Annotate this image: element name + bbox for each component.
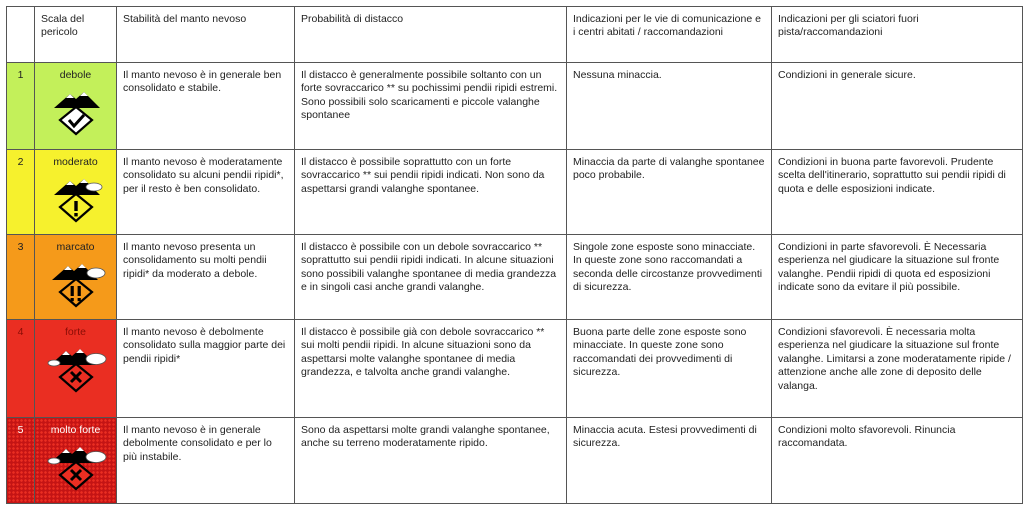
level-cell [35,320,117,418]
header-num [7,7,35,63]
level-number: 4 [7,320,35,418]
roads-text: Nessuna minaccia. [567,63,772,150]
level-number: 5 [7,418,35,504]
avalanche-exclamation-icon [44,173,108,223]
roads-text: Buona parte delle zone esposte sono minacciate. In queste zone sono raccomandati dei provvedimenti di sicurezza. [567,320,772,418]
header-roads: Indicazioni per le vie di comunicazione e i centri abitati / raccomandazioni [567,7,772,63]
avalanche-danger-table [6,6,1023,504]
skiers-text: Condizioni molto sfavorevoli. Rinuncia raccomandata. [772,418,1023,504]
level-name: debole [59,69,92,81]
probability-text: Il distacco è possibile già con debole sovraccarico ** sui molti pendii ripidi. In alcune situazioni sono da aspettarsi molte valanghe spontanee di media grandezza, e talvolta anche grandi valanghe. [295,320,567,418]
skiers-text: Condizioni in parte sfavorevoli. È Necessaria esperienza nel giudicare la situazione sul fronte valanghe. Pendii ripidi di quota ed esposizioni indicate sono da evitare il più possibile. [772,235,1023,320]
probability-text: Il distacco è possibile con un debole sovraccarico ** soprattutto sui pendii ripidi indicati. In alcune situazioni sono possibili valanghe spontanee di media grandezza e in singoli casi anche grandi valanghe. [295,235,567,320]
header-skiers: Indicazioni per gli sciatori fuori pista/raccomandazioni [772,7,1023,63]
avalanche-double-exclamation-icon [44,258,108,308]
probability-text: Il distacco è possibile soprattutto con un forte sovraccarico ** sui pendii ripidi indicati. Non sono da aspettarsi grandi valanghe spontanee. [295,150,567,235]
skiers-text: Condizioni in generale sicure. [772,63,1023,150]
stability-text: Il manto nevoso è in generale ben consolidato e stabile. [117,63,295,150]
roads-text: Minaccia da parte di valanghe spontanee poco probabile. [567,150,772,235]
table-row [7,150,1023,235]
roads-text: Minaccia acuta. Estesi provvedimenti di sicurezza. [567,418,772,504]
roads-text: Singole zone esposte sono minacciate. In queste zone sono raccomandati a seconda delle circostanze provvedimenti di sicurezza. [567,235,772,320]
avalanche-danger-table-wrapper [6,6,1022,504]
header-scale: Scala del pericolo [35,7,117,63]
level-name: forte [64,326,86,338]
skiers-text: Condizioni sfavorevoli. È necessaria molta esperienza nel giudicare la situazione sul fronte valanghe. Limitarsi a zone moderatamente ripide / attenzione anche alle zone di deposito delle valanga. [772,320,1023,418]
avalanche-cross-icon [44,441,108,491]
level-cell [35,235,117,320]
table-row [7,63,1023,150]
stability-text: Il manto nevoso è moderatamente consolidato su alcuni pendii ripidi*, per il resto è ben consolidato. [117,150,295,235]
level-number: 2 [7,150,35,235]
stability-text: Il manto nevoso è in generale debolmente consolidato e per lo più instabile. [117,418,295,504]
level-cell [35,150,117,235]
level-cell [35,418,117,504]
probability-text: Sono da aspettarsi molte grandi valanghe spontanee, anche su terreno moderatamente ripido. [295,418,567,504]
table-row [7,320,1023,418]
header-probability: Probabilità di distacco [295,7,567,63]
header-stability: Stabilità del manto nevoso [117,7,295,63]
table-row [7,418,1023,504]
table-row [7,235,1023,320]
probability-text: Il distacco è generalmente possibile soltanto con un forte sovraccarico ** su pochissimi pendii ripidi estremi. Sono possibili solo scaricamenti e piccole valanghe spontanee [295,63,567,150]
stability-text: Il manto nevoso presenta un consolidamento su molti pendii ripidi* da moderato a debole. [117,235,295,320]
level-number: 3 [7,235,35,320]
avalanche-check-icon [44,86,108,136]
level-name: moderato [53,156,98,168]
header-row [7,7,1023,63]
level-name: molto forte [50,424,101,436]
stability-text: Il manto nevoso è debolmente consolidato sulla maggior parte dei pendii ripidi* [117,320,295,418]
level-name: marcato [56,241,95,253]
avalanche-cross-icon [44,343,108,393]
level-cell [35,63,117,150]
skiers-text: Condizioni in buona parte favorevoli. Prudente scelta dell'itinerario, soprattutto sui pendii ripidi di quota e delle esposizioni indicate. [772,150,1023,235]
level-number: 1 [7,63,35,150]
